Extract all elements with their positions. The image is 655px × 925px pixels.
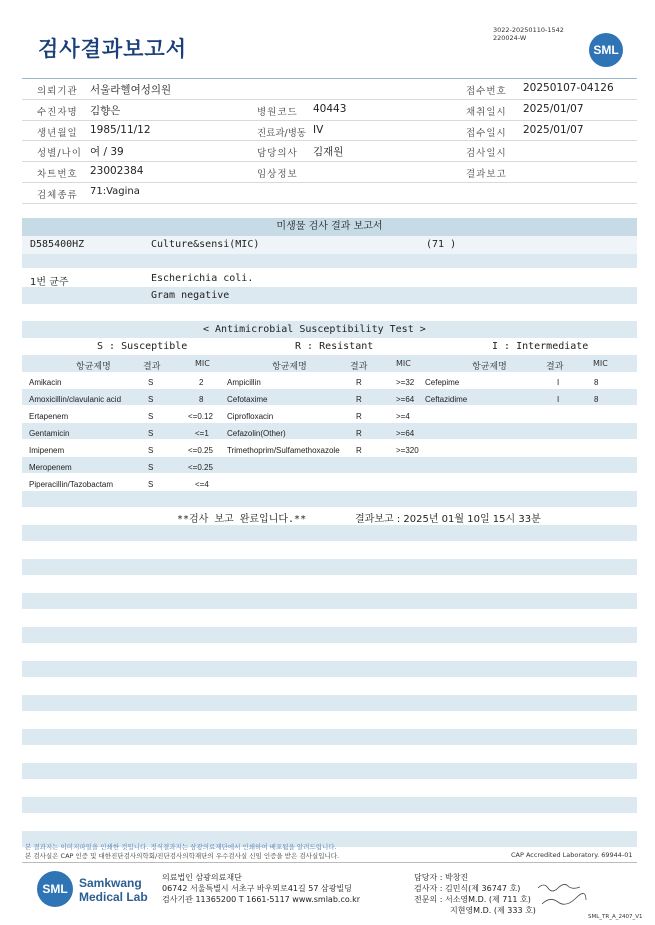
- divider: [22, 862, 637, 863]
- drug-name: Meropenem: [29, 463, 72, 472]
- org-name: 의료법인 삼광의료재단: [162, 873, 242, 882]
- sml-logo: SML: [589, 33, 623, 67]
- stripe: [22, 797, 637, 813]
- drug-name: Amikacin: [29, 378, 62, 387]
- brand-line: Samkwang: [79, 876, 142, 890]
- patient-name-label: 수진자명: [37, 107, 78, 118]
- test-date-label: 검사일시: [466, 148, 507, 159]
- stripe: [22, 491, 637, 507]
- drug-mic: >=64: [396, 429, 415, 438]
- divider: [22, 120, 637, 121]
- drug-mic: >=64: [396, 395, 415, 404]
- drug-result: R: [356, 395, 362, 404]
- drug-result: S: [148, 480, 154, 489]
- staff-line: 검사자 : 김민식(제 36747 호): [414, 884, 521, 893]
- col-result-header: 결과: [546, 362, 564, 372]
- col-mic-header: MIC: [396, 359, 411, 368]
- drug-mic: <=0.25: [188, 463, 213, 472]
- drug-result: S: [148, 463, 154, 472]
- birth-value: 1985/11/12: [90, 124, 151, 136]
- micro-section-title: 미생물 검사 결과 보고서: [22, 218, 637, 236]
- stripe: [22, 627, 637, 643]
- drug-result: S: [148, 395, 154, 404]
- document-id-line2: 220024-W: [493, 34, 527, 42]
- report-timestamp: 결과보고 : 2025년 01월 10일 15시 33분: [355, 514, 541, 525]
- receipt-no-value: 20250107-04126: [523, 82, 614, 94]
- drug-mic: 8: [594, 395, 599, 404]
- organism-name: Escherichia coli.: [151, 273, 254, 284]
- result-report-label: 결과보고: [466, 169, 507, 180]
- stripe: [22, 695, 637, 711]
- stripe: [22, 287, 637, 304]
- clinical-info-label: 임상정보: [257, 169, 298, 180]
- staff-line: 담당자 : 박창진: [414, 873, 469, 882]
- birth-label: 생년월일: [37, 128, 78, 139]
- drug-mic: <=1: [195, 429, 209, 438]
- stripe: [22, 661, 637, 677]
- legend-intermediate: I : Intermediate: [492, 341, 589, 352]
- page-title: 검사결과보고서: [38, 37, 188, 61]
- drug-name: Cefazolin(Other): [227, 429, 286, 438]
- divider: [22, 203, 637, 204]
- org-address: 06742 서울특별시 서초구 바우뫼로41길 57 삼광빌딩: [162, 884, 352, 893]
- footer-cert-note: 본 검사실은 CAP 인증 및 대한진단검사의학회/진단검사의학재단의 우수검사실 신임 인증을 받은 검사실입니다.: [25, 852, 340, 860]
- drug-mic: >=4: [396, 412, 410, 421]
- drug-mic: <=4: [195, 480, 209, 489]
- test-name: Culture&sensi(MIC): [151, 239, 260, 250]
- drug-result: I: [557, 395, 560, 404]
- receipt-no-label: 접수번호: [466, 86, 507, 97]
- cap-accreditation: CAP Accredited Laboratory. 69944-01: [511, 851, 633, 859]
- drug-name: Ertapenem: [29, 412, 69, 421]
- stripe: [22, 559, 637, 575]
- requesting-org-value: 서울라헬여성의원: [90, 84, 172, 96]
- drug-name: Gentamicin: [29, 429, 70, 438]
- specimen-label: 검체종류: [37, 190, 78, 201]
- doctor-label: 담당의사: [257, 148, 298, 159]
- brand-line: Medical Lab: [79, 890, 148, 904]
- patient-name-value: 김향은: [90, 105, 121, 117]
- drug-mic: >=32: [396, 378, 415, 387]
- drug-name: Imipenem: [29, 446, 65, 455]
- sex-age-label: 성별/나이: [37, 148, 82, 159]
- chart-no-label: 차트번호: [37, 169, 78, 180]
- ast-header-band: [22, 355, 637, 372]
- stripe: [22, 593, 637, 609]
- drug-mic: <=0.25: [188, 446, 213, 455]
- drug-name: Cefepime: [425, 378, 460, 387]
- hospital-code-label: 병원코드: [257, 107, 298, 118]
- drug-mic: 8: [199, 395, 204, 404]
- divider: [22, 161, 637, 162]
- org-info: [162, 872, 360, 905]
- drug-result: R: [356, 429, 362, 438]
- drug-result: R: [356, 378, 362, 387]
- test-number: (71 ): [426, 239, 457, 250]
- brand-name: [79, 876, 148, 904]
- ast-title: < Antimicrobial Susceptibility Test >: [203, 324, 426, 335]
- org-contact: 검사기관 11365200 T 1661-5117 www.smlab.co.kr: [162, 895, 361, 904]
- drug-mic: >=320: [396, 446, 419, 455]
- drug-name: Trimethoprim/Sulfamethoxazole: [227, 446, 340, 455]
- requesting-org-label: 의뢰기관: [37, 86, 78, 97]
- drug-result: R: [356, 446, 362, 455]
- drug-name: Ceftazidime: [425, 395, 468, 404]
- footer-note: 본 결과지는 이미지파일을 인쇄한 것입니다. 정식결과지는 삼광의료재단에서 인쇄하여 배포됨을 알려드립니다.: [25, 843, 337, 851]
- legend-resistant: R : Resistant: [295, 341, 374, 352]
- colony-label: 1번 균주: [30, 277, 69, 288]
- drug-result: S: [148, 446, 154, 455]
- drug-name: Piperacillin/Tazobactam: [29, 480, 114, 489]
- drug-result: I: [557, 378, 560, 387]
- drug-result: S: [148, 378, 154, 387]
- test-code: D585400HZ: [30, 239, 85, 250]
- legend-susceptible: S : Susceptible: [97, 341, 188, 352]
- drug-name: Cefotaxime: [227, 395, 268, 404]
- drug-mic: 2: [199, 378, 204, 387]
- staff-line: 지현영M.D. (제 333 호): [450, 906, 536, 915]
- stripe: [22, 423, 637, 439]
- drug-name: Ampicillin: [227, 378, 261, 387]
- divider: [22, 140, 637, 141]
- col-mic-header: MIC: [593, 359, 608, 368]
- divider: [22, 182, 637, 183]
- col-mic-header: MIC: [195, 359, 210, 368]
- stripe: [22, 457, 637, 473]
- col-drug-header: 항균제명: [76, 362, 111, 372]
- receipt-date-value: 2025/01/07: [523, 124, 584, 136]
- chart-no-value: 23002384: [90, 165, 144, 177]
- collect-date-value: 2025/01/07: [523, 103, 584, 115]
- specimen-value: 71:Vagina: [90, 186, 140, 197]
- staff-line: 전문의 : 서소영M.D. (제 711 호): [414, 895, 531, 904]
- drug-name: Amoxicillin/clavulanic acid: [29, 395, 122, 404]
- drug-mic: 8: [594, 378, 599, 387]
- dept-value: IV: [313, 124, 324, 136]
- divider: [22, 78, 637, 79]
- col-drug-header: 항균제명: [472, 362, 507, 372]
- collect-date-label: 채취일시: [466, 107, 507, 118]
- doctor-value: 김재원: [313, 146, 344, 158]
- completion-message: **검사 보고 완료입니다.**: [177, 514, 307, 525]
- stripe: [22, 254, 637, 268]
- col-result-header: 결과: [350, 362, 368, 372]
- document-id-line1: 3022-20250110-1542: [493, 26, 564, 34]
- gram-stain: Gram negative: [151, 290, 230, 301]
- drug-result: S: [148, 429, 154, 438]
- signature-icon: [536, 880, 588, 910]
- dept-label: 진료과/병동: [257, 128, 307, 139]
- col-result-header: 결과: [143, 362, 161, 372]
- drug-result: R: [356, 412, 362, 421]
- test-row: [22, 236, 637, 254]
- col-drug-header: 항균제명: [272, 362, 307, 372]
- sex-age-value: 여 / 39: [90, 146, 124, 158]
- divider: [22, 99, 637, 100]
- drug-mic: <=0.12: [188, 412, 213, 421]
- stripe: [22, 525, 637, 541]
- hospital-code-value: 40443: [313, 103, 347, 115]
- stripe: [22, 729, 637, 745]
- document-id: [493, 26, 564, 42]
- drug-name: Ciprofloxacin: [227, 412, 274, 421]
- form-code: SML_TR_A_2407_V1: [588, 914, 643, 920]
- drug-result: S: [148, 412, 154, 421]
- staff-info: [414, 872, 536, 916]
- receipt-date-label: 접수일시: [466, 128, 507, 139]
- sml-logo: SML: [37, 871, 73, 907]
- stripe: [22, 763, 637, 779]
